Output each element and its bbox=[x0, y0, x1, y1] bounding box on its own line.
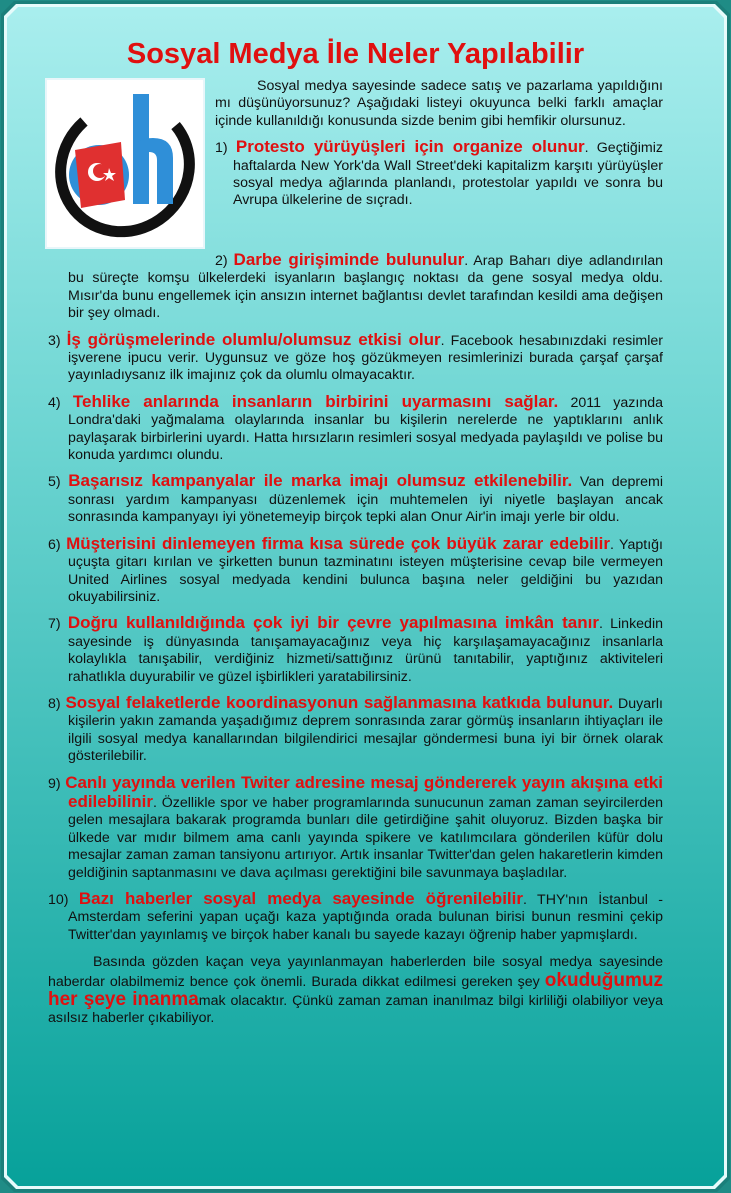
item-heading: Başarısız kampanyalar ile marka imajı olumsuz etkilenebilir. bbox=[68, 471, 573, 491]
article bbox=[48, 36, 663, 1042]
item-number: 1) bbox=[215, 140, 228, 157]
item-heading: Müşterisini dinlemeyen firma kısa sürede çok büyük zarar edebilir bbox=[66, 533, 610, 553]
item-text: Van depremi sonrası yardım kampanyası düzenlemek için muhtemelen iyi niyetle başlayan ancak sonrasında kampanyayı iyi yönetemeyip birçok tepki alan Onur Air'in imajı yerle bir oldu. bbox=[68, 474, 663, 526]
list-item bbox=[48, 890, 663, 944]
item-text: Duyarlı kişilerin yakın zamanda yaşadığımız deprem sonrasında zarar görmüş insanların ihtiyaçları ile ilgili sosyal medya kanallarından bilgilendirici mesajlar göndermesi buna iyi bir örnek olarak gösterilebilir. bbox=[68, 695, 663, 765]
conclusion-text bbox=[48, 954, 663, 1028]
item-text: . Facebook hesabınızdaki resimler işverene ipucu verir. Uygunsuz ve göze hoş gözükmeyen resimlerinizi burada çarşaf çarşaf yayınladıysanız ilk imajınız çok da olumlu olmayacaktır. bbox=[68, 332, 663, 384]
page-title: Sosyal Medya İle Neler Yapılabilir bbox=[126, 38, 585, 70]
item-heading: Tehlike anlarında insanların birbirini uyarmasını sağlar. bbox=[72, 391, 559, 411]
item-number: 6) bbox=[48, 536, 61, 553]
dh-logo-icon bbox=[45, 78, 205, 249]
list-item bbox=[48, 393, 663, 465]
item-heading: Doğru kullanıldığında çok iyi bir çevre yapılmasına imkân tanır bbox=[67, 613, 599, 633]
item-number: 8) bbox=[48, 695, 61, 712]
item-number: 7) bbox=[48, 616, 61, 633]
list-item bbox=[48, 774, 663, 882]
list-item bbox=[48, 694, 663, 766]
item-text: . Özellikle spor ve haber programlarında sunucunun zaman zaman seyircilerden gelen mesajlara bakarak programda bunları dile getirdiğine şahit oluyoruz. Bizden başka bir ülkede var mıdır bilmem ama canlı yayında spikere ve katılımcılara gönderilen küfür dolu mesajlar zaman zaman tansiyonu artırıyor. Artık insanlar Twitter'dan gelen hakaretlerin kimden geldiğinin saptanmasını ve dava açılması gerektiğini bile savunmaya başladılar. bbox=[68, 794, 663, 881]
item-number: 3) bbox=[48, 332, 61, 349]
conclusion-after: mak olacaktır. Çünkü zaman zaman inanılmaz bilgi kirliliği olabiliyor veya asılsız haberler çıkabiliyor. bbox=[48, 993, 663, 1027]
item-number: 10) bbox=[48, 892, 69, 908]
conclusion-before: Basında gözden kaçan veya yayınlanmayan haberlerden bile sosyal medya sayesinde haberdar olabilmemiz bence çok önemli. Burada dikkat edilmesi gereken şey bbox=[48, 954, 663, 990]
list-item bbox=[48, 535, 663, 607]
list-item bbox=[48, 251, 663, 323]
item-text: . Arap Baharı diye adlandırılan bu süreçte komşu ülkelerdeki isyanların başlangıç noktası da gene sosyal medya oldu. Mısır'da bunu engellemek için ansızın internet bağlantısı devlet tarafından kesildi ama değişen bir şey olmadı. bbox=[68, 253, 663, 322]
item-text: . THY'nın İstanbul -Amsterdam seferini yapan uçağı kaza yaptığında orada bulunan birisi bunun resmini çekip Twitter'dan yayınlamış ve birçok haber kanalı bu sayede kazayı öğrenip haber yapmışlardı. bbox=[68, 892, 663, 943]
item-number: 2) bbox=[215, 253, 228, 269]
list-item bbox=[215, 138, 663, 210]
item-heading: Darbe girişiminde bulunulur bbox=[233, 250, 465, 269]
item-text: . Linkedin sayesinde iş dünyasında tanışamayacağınız veya hiç karşılaşamayacağınız insanlarla kolaylıkla tanışabilir, verdiğiniz hizmeti/sattığınız ürünü tanıtabilir, yaptığınız aktiviteleri rahatlıkla duyurabilir ve güzel işbirlikleri yaratabilirsiniz. bbox=[68, 616, 663, 685]
list-item bbox=[48, 472, 663, 526]
item-number: 4) bbox=[48, 394, 61, 411]
item-text: 2011 yazında Londra'daki yağmalama olaylarında insanlar bu kişilerin nerelerde ne yaptıklarını anlık paylaşarak birbirlerini uyardı. Hatta hırsızların resimleri sosyal medyada paylaşıldı ve polise bu konuda yardımcı olundu. bbox=[68, 394, 663, 464]
item-number: 5) bbox=[48, 474, 61, 491]
item-text: . Geçtiğimiz haftalarda New York'da Wall Street'deki kapitalizm karşıtı yürüyüşler sosyal medya ağlarında planlandı, protestolar yapıldı ve sonra bu Avrupa ülkelerine de sıçradı. bbox=[233, 140, 663, 209]
item-heading: Sosyal felaketlerde koordinasyonun sağlanmasına katkıda bulunur. bbox=[65, 692, 614, 712]
conclusion-highlight: okuduğumuz her şeye inanma bbox=[48, 969, 663, 1011]
item-heading: İş görüşmelerinde olumlu/olumsuz etkisi olur bbox=[66, 329, 441, 349]
item-number: 9) bbox=[48, 775, 61, 792]
item-heading: Bazı haberler sosyal medya sayesinde öğrenilebilir bbox=[78, 889, 523, 908]
intro-text: Sosyal medya sayesinde sadece satış ve pazarlama yapıldığını mı düşünüyorsunuz? Aşağıdaki listeyi okuyunca belki farklı amaçlar içinde kullanıldığı konusunda sizde benim gibi hemfikir olursunuz. bbox=[215, 78, 663, 129]
item-heading: Protesto yürüyüşleri için organize olunur bbox=[235, 138, 585, 157]
list-item bbox=[48, 331, 663, 385]
item-text: . Yaptığı uçuşta gitarı kırılan ve şirketten bunun tazminatını isteyen müşterisine cevap bile vermeyen United Airlines sosyal medyada kendini bulunca başına neler geldiğini bu yazıdan okuyabilirsiniz. bbox=[68, 536, 663, 605]
item-heading: Canlı yayında verilen Twiter adresine mesaj göndererek yayın akışına etki edilebilinir bbox=[65, 772, 663, 811]
list-item bbox=[48, 614, 663, 686]
